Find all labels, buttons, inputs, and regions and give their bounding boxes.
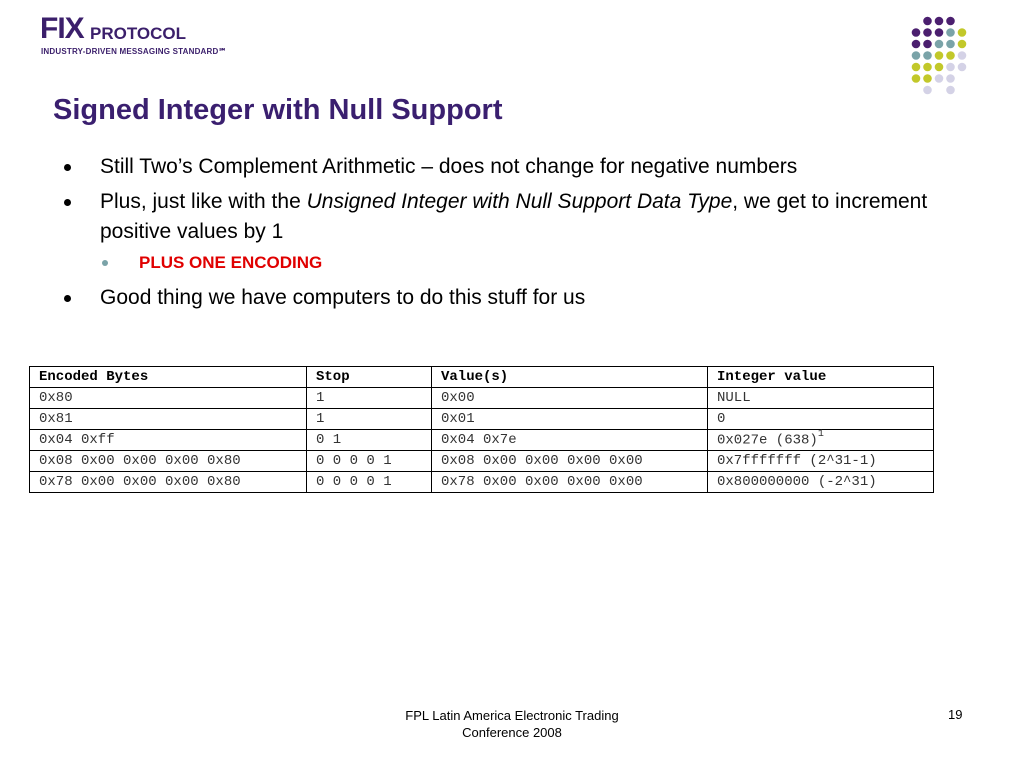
sub-bullet-dot-icon xyxy=(102,260,108,266)
decorative-dot xyxy=(912,40,921,49)
decorative-dot xyxy=(958,51,967,60)
column-header: Stop xyxy=(307,367,432,388)
decorative-dot xyxy=(912,74,921,83)
decorative-dot xyxy=(935,28,944,37)
decorative-dot xyxy=(923,17,932,26)
decorative-dot xyxy=(946,74,955,83)
table-cell: 1 xyxy=(307,409,432,430)
table-cell: 0x04 0xff xyxy=(30,430,307,451)
table-row xyxy=(30,409,934,430)
decorative-dot xyxy=(946,28,955,37)
table-cell: 0 xyxy=(708,409,934,430)
page-number: 19 xyxy=(948,707,963,722)
table-cell: 0x80 xyxy=(30,388,307,409)
decorative-dot xyxy=(923,28,932,37)
decorative-dot xyxy=(923,51,932,60)
table-cell: 0x08 0x00 0x00 0x00 0x00 xyxy=(432,451,708,472)
footer-line: FPL Latin America Electronic Trading xyxy=(405,708,619,723)
sub-bullet-text: PLUS ONE ENCODING xyxy=(139,253,323,272)
table-cell: 0 0 0 0 1 xyxy=(307,451,432,472)
table-cell-text: 0x027e (638) xyxy=(717,432,818,449)
logo-tagline: INDUSTRY-DRIVEN MESSAGING STANDARD℠ xyxy=(41,47,227,56)
decorative-dot xyxy=(958,63,967,72)
bullet-item xyxy=(60,283,980,313)
bullet-text: Still Two’s Complement Arithmetic – does not change for negative numbers xyxy=(100,155,798,178)
table-cell: 0x78 0x00 0x00 0x00 0x00 xyxy=(432,472,708,493)
table-cell: 0x81 xyxy=(30,409,307,430)
decorative-dot xyxy=(946,17,955,26)
decorative-dot xyxy=(935,51,944,60)
table-cell: 0 1 xyxy=(307,430,432,451)
table-cell-with-footnote xyxy=(708,430,934,451)
decorative-dot xyxy=(958,28,967,37)
decorative-dot xyxy=(923,40,932,49)
column-header: Encoded Bytes xyxy=(30,367,307,388)
decorative-dot xyxy=(946,86,955,95)
fix-protocol-logo xyxy=(40,14,240,64)
table-row xyxy=(30,472,934,493)
table-cell: 0 0 0 0 1 xyxy=(307,472,432,493)
bullet-list xyxy=(60,152,980,318)
column-header: Integer value xyxy=(708,367,934,388)
bullet-item xyxy=(60,152,980,182)
encoding-table xyxy=(29,366,934,493)
table-cell: 0x01 xyxy=(432,409,708,430)
logo-fix-text: FIX xyxy=(40,12,84,45)
bullet-text-suffix: , we get to increment positive values by 1 xyxy=(100,190,928,243)
table-cell: 0x00 xyxy=(432,388,708,409)
table-row xyxy=(30,388,934,409)
logo-protocol-text: PROTOCOL xyxy=(90,24,187,43)
footer-line: Conference 2008 xyxy=(462,725,562,740)
decorative-dot xyxy=(935,63,944,72)
table-row xyxy=(30,430,934,451)
decorative-dot xyxy=(923,63,932,72)
slide-title: Signed Integer with Null Support xyxy=(53,94,503,126)
table-cell: 0x78 0x00 0x00 0x00 0x80 xyxy=(30,472,307,493)
table-header-row xyxy=(30,367,934,388)
sub-bullet-item xyxy=(60,252,980,274)
decorative-dot xyxy=(946,63,955,72)
decorative-dot xyxy=(912,51,921,60)
column-header: Value(s) xyxy=(432,367,708,388)
decorative-dot xyxy=(946,40,955,49)
bullet-text: Good thing we have computers to do this stuff for us xyxy=(100,286,586,309)
decorative-dot xyxy=(958,40,967,49)
table-cell: 0x800000000 (-2^31) xyxy=(708,472,934,493)
table-cell: NULL xyxy=(708,388,934,409)
bullet-dot-icon xyxy=(64,164,71,171)
table-row xyxy=(30,451,934,472)
bullet-text-italic: Unsigned Integer with Null Support Data Type xyxy=(306,190,733,213)
table-cell: 0x04 0x7e xyxy=(432,430,708,451)
bullet-item xyxy=(60,187,980,247)
decorative-dot xyxy=(912,28,921,37)
bullet-text-prefix: Plus, just like with the xyxy=(100,190,307,213)
bullet-dot-icon xyxy=(64,295,71,302)
footnote-marker: 1 xyxy=(817,429,824,441)
decorative-dot xyxy=(912,63,921,72)
decorative-dot xyxy=(935,74,944,83)
decorative-dot xyxy=(923,74,932,83)
table-cell: 0x7fffffff (2^31-1) xyxy=(708,451,934,472)
decorative-dot xyxy=(923,86,932,95)
decorative-dot xyxy=(946,51,955,60)
table-cell: 1 xyxy=(307,388,432,409)
decorative-dot xyxy=(935,17,944,26)
slide-footer xyxy=(370,707,654,741)
table-cell: 0x08 0x00 0x00 0x00 0x80 xyxy=(30,451,307,472)
bullet-dot-icon xyxy=(64,199,71,206)
decorative-dot xyxy=(935,40,944,49)
